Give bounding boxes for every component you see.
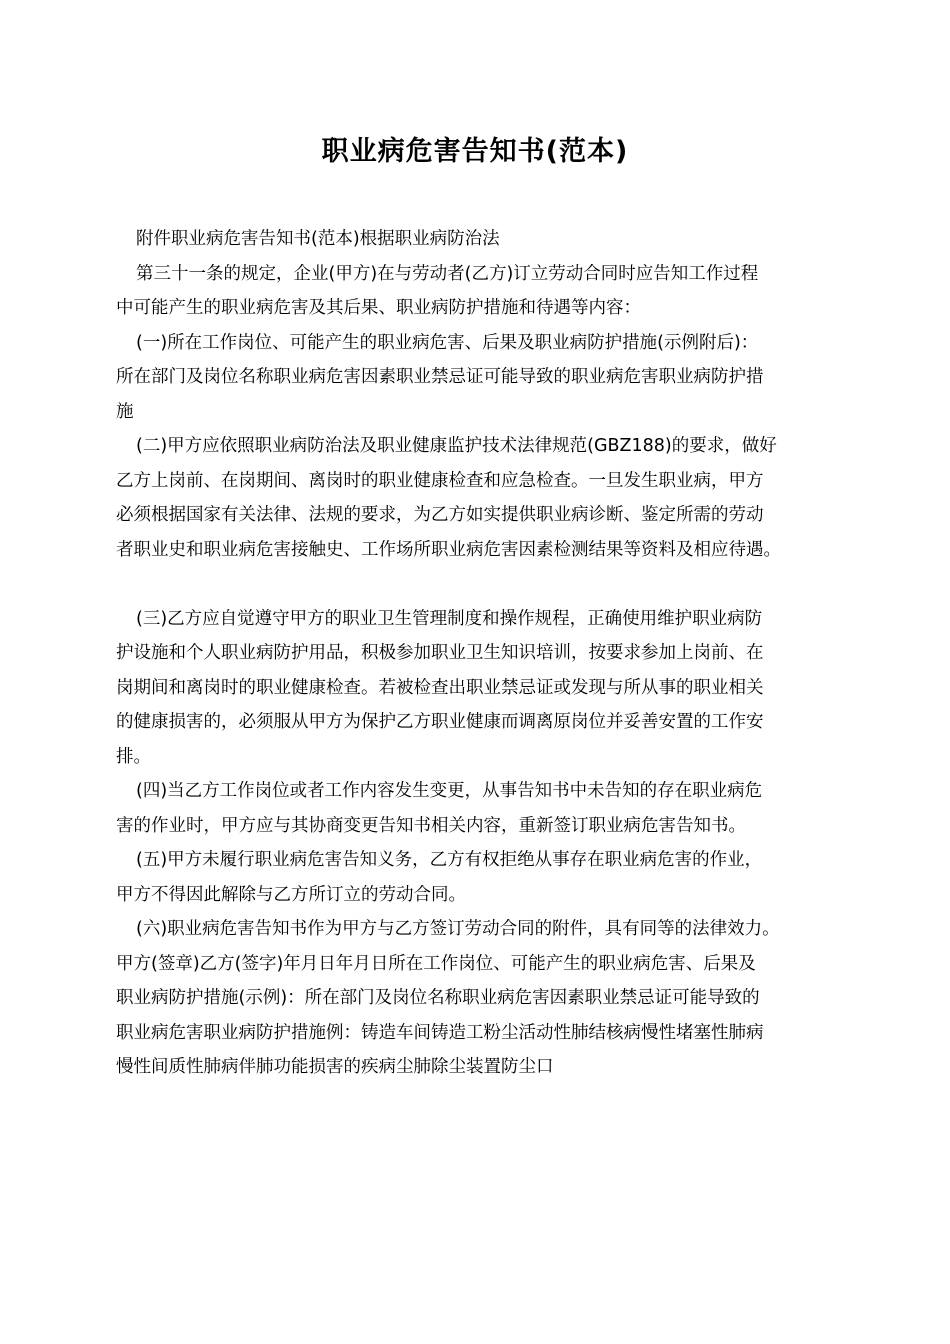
text-line: 岗期间和离岗时的职业健康检查。若被检查出职业禁忌证或发现与所从事的职业相关	[116, 677, 764, 698]
text-line: (五)甲方未履行职业病危害告知义务，乙方有权拒绝从事存在职业病危害的作业，	[136, 850, 763, 870]
document-body	[116, 222, 846, 1085]
document-title: 职业病危害告知书(范本)	[321, 136, 629, 167]
text-line: 施	[116, 401, 134, 422]
text-line: 第三十一条的规定，企业(甲方)在与劳动者(乙方)订立劳动合同时应告知工作过程	[136, 263, 759, 284]
text-line: 者职业史和职业病危害接触史、工作场所职业病危害因素检测结果等资料及相应待遇。	[116, 539, 781, 560]
text-line: 附件职业病危害告知书(范本)根据职业病防治法	[136, 229, 500, 249]
text-line: 慢性间质性肺病伴肺功能损害的疾病尘肺除尘装置防尘口	[116, 1057, 554, 1077]
text-line: 甲方(签章)乙方(签字)年月日年月日所在工作岗位、可能产生的职业病危害、后果及	[116, 953, 756, 974]
text-line: 排。	[116, 746, 151, 767]
text-line: 甲方不得因此解除与乙方所订立的劳动合同。	[116, 884, 466, 905]
text-line: 必须根据国家有关法律、法规的要求，为乙方如实提供职业病诊断、鉴定所需的劳动	[116, 505, 764, 525]
text-line: (三)乙方应自觉遵守甲方的职业卫生管理制度和操作规程，正确使用维护职业病防	[136, 608, 763, 629]
text-line: 的健康损害的，必须服从甲方为保护乙方职业健康而调离原岗位并妥善安置的工作安	[116, 712, 764, 732]
text-line: 所在部门及岗位名称职业病危害因素职业禁忌证可能导致的职业病危害职业病防护措	[116, 367, 764, 387]
text-line: (一)所在工作岗位、可能产生的职业病危害、后果及职业病防护措施(示例附后)：	[136, 332, 759, 353]
text-line: 害的作业时，甲方应与其协商变更告知书相关内容，重新签订职业病危害告知书。	[116, 815, 746, 836]
text-line: 职业病防护措施(示例)：所在部门及岗位名称职业病危害因素职业禁忌证可能导致的	[116, 988, 760, 1008]
text-line: 护设施和个人职业病防护用品，积极参加职业卫生知识培训，按要求参加上岗前、在	[116, 643, 764, 663]
text-line: 职业病危害职业病防护措施例：铸造车间铸造工粉尘活动性肺结核病慢性堵塞性肺病	[116, 1022, 764, 1043]
text-line: (六)职业病危害告知书作为甲方与乙方签订劳动合同的附件，具有同等的法律效力。	[136, 919, 780, 939]
text-line: (四)当乙方工作岗位或者工作内容发生变更，从事告知书中未告知的存在职业病危	[136, 781, 763, 801]
text-line: 乙方上岗前、在岗期间、离岗时的职业健康检查和应急检查。一旦发生职业病，甲方	[116, 470, 764, 491]
text-line: 中可能产生的职业病危害及其后果、职业病防护措施和待遇等内容：	[116, 298, 641, 318]
text-line: (二)甲方应依照职业病防治法及职业健康监护技术法律规范(GBZ188)的要求，做好	[136, 436, 777, 456]
paragraph-gap	[116, 567, 846, 602]
